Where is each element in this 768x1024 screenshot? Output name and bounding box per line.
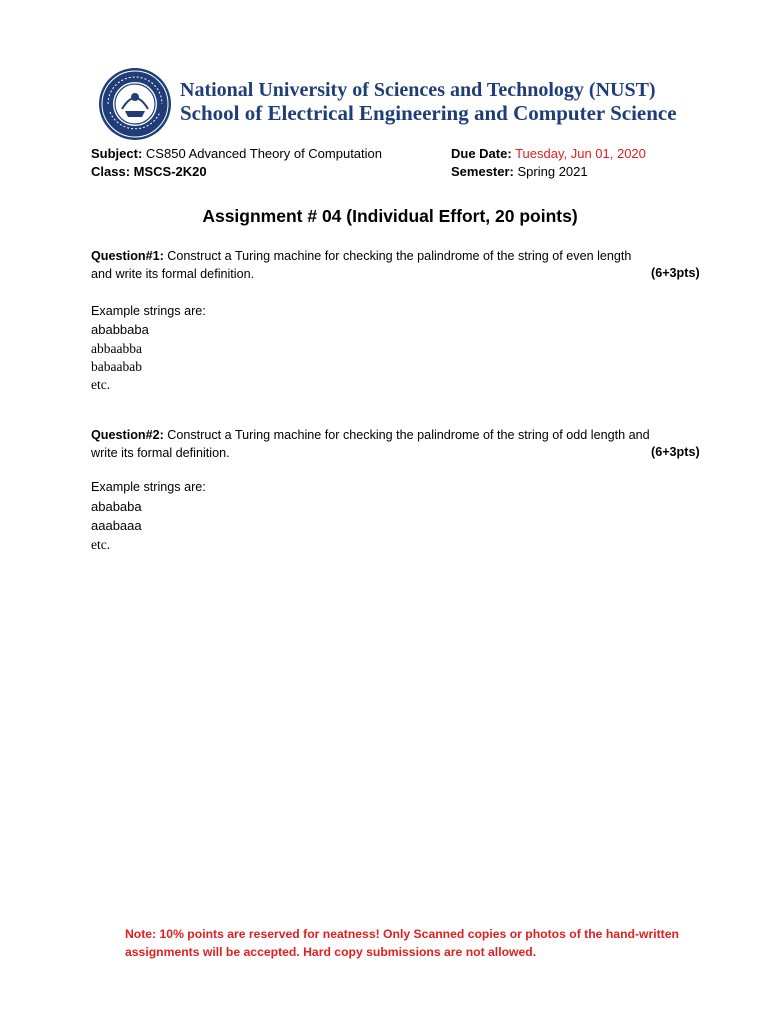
semester-value: Spring 2021 (517, 164, 588, 179)
nust-logo-icon (98, 67, 172, 141)
question-2-label: Question#2: (91, 428, 164, 442)
question-2-example: aaabaaa (91, 518, 142, 533)
subject-line (91, 146, 382, 161)
university-name: National University of Sciences and Technology (NUST) (180, 79, 656, 101)
question-2-points: (6+3pts) (651, 445, 700, 459)
question-2 (91, 426, 706, 462)
neatness-note: Note: 10% points are reserved for neatness! Only Scanned copies or photos of the hand-written assignments will be accepted. Hard copy submissions are not allowed. (125, 927, 679, 959)
question-1-label: Question#1: (91, 249, 164, 263)
question-1-text-line2: and write its formal definition. (91, 267, 255, 281)
question-1-text-line1: Construct a Turing machine for checking the palindrome of the string of even length (167, 249, 632, 263)
subject-value: CS850 Advanced Theory of Computation (145, 146, 382, 161)
subject-label: Subject: (91, 146, 143, 161)
due-date-line (451, 146, 646, 161)
school-name: School of Electrical Engineering and Computer Science (180, 101, 677, 125)
due-date-value: Tuesday, Jun 01, 2020 (515, 146, 646, 161)
question-2-examples-label: Example strings are: (91, 480, 206, 494)
due-date-label: Due Date: (451, 146, 512, 161)
question-1-examples-label: Example strings are: (91, 304, 206, 318)
question-1-example: etc. (91, 377, 111, 392)
semester-line (451, 164, 588, 179)
question-1-example: ababbaba (91, 322, 149, 337)
semester-label: Semester: (451, 164, 514, 179)
question-2-example: etc. (91, 537, 111, 552)
class-line (91, 164, 207, 179)
assignment-title: Assignment # 04 (Individual Effort, 20 points) (202, 206, 578, 226)
question-1 (91, 247, 706, 283)
question-2-example: abababa (91, 499, 142, 514)
question-1-example: babaabab (91, 359, 142, 374)
question-2-text-line1: Construct a Turing machine for checking the palindrome of the string of odd length and (167, 428, 650, 442)
class-label: Class: MSCS-2K20 (91, 164, 207, 179)
question-1-points: (6+3pts) (651, 266, 700, 280)
question-2-text-line2: write its formal definition. (91, 446, 230, 460)
question-1-example: abbaabba (91, 341, 142, 356)
